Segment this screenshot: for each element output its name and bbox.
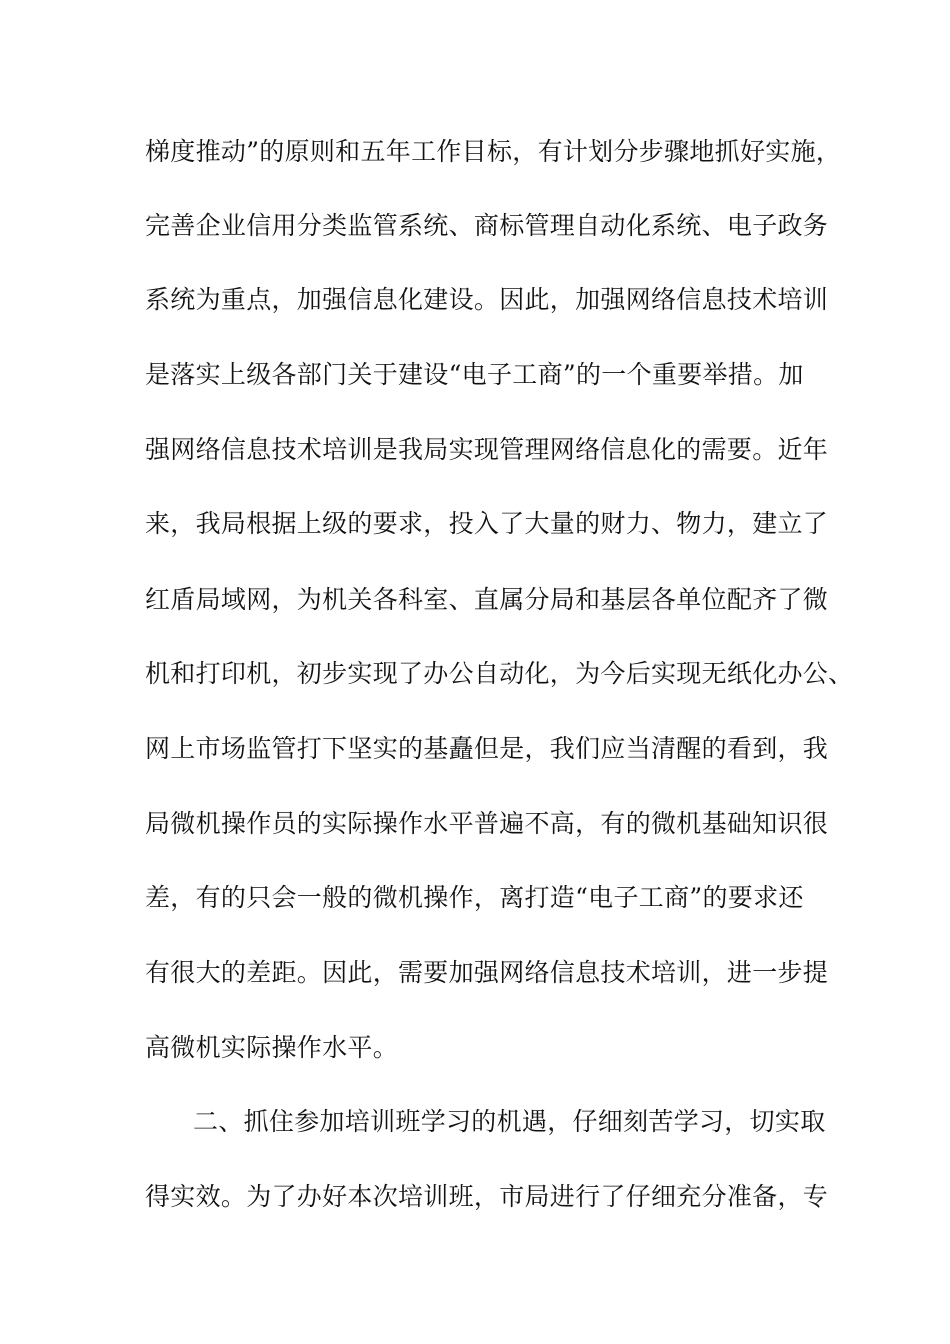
text-line: 局微机操作员的实际操作水平普遍不高，有的微机基础知识很: [145, 809, 829, 838]
text-line: 网上市场监管打下坚实的基矗但是，我们应当清醒的看到，我: [145, 734, 829, 763]
text-line: 机和打印机，初步实现了办公自动化，为今后实现无纸化办公、: [145, 659, 854, 688]
text-line: 系统为重点，加强信息化建设。因此，加强网络信息技术培训: [145, 285, 829, 314]
text-line: 得实效。为了办好本次培训班，市局进行了仔细充分准备，专: [145, 1182, 829, 1211]
text-line: 差，有的只会一般的微机操作，离打造“电子工商”的要求还: [145, 883, 804, 912]
text-line: 梯度推动”的原则和五年工作目标，有计划分步骤地抓好实施，: [145, 137, 842, 166]
text-line: 有很大的差距。因此，需要加强网络信息技术培训，进一步提: [145, 958, 829, 987]
text-line: 是落实上级各部门关于建设“电子工商”的一个重要举措。加: [145, 360, 804, 389]
text-line: 强网络信息技术培训是我局实现管理网络信息化的需要。近年: [145, 435, 829, 464]
text-line: 来，我局根据上级的要求，投入了大量的财力、物力，建立了: [145, 509, 829, 538]
paragraph-heading-line: 二、抓住参加培训班学习的机遇，仔细刻苦学习，切实取: [193, 1107, 826, 1136]
text-line: 红盾局域网，为机关各科室、直属分局和基层各单位配齐了微: [145, 585, 829, 614]
text-line: 完善企业信用分类监管系统、商标管理自动化系统、电子政务: [145, 211, 829, 240]
text-line: 高微机实际操作水平。: [145, 1033, 399, 1062]
